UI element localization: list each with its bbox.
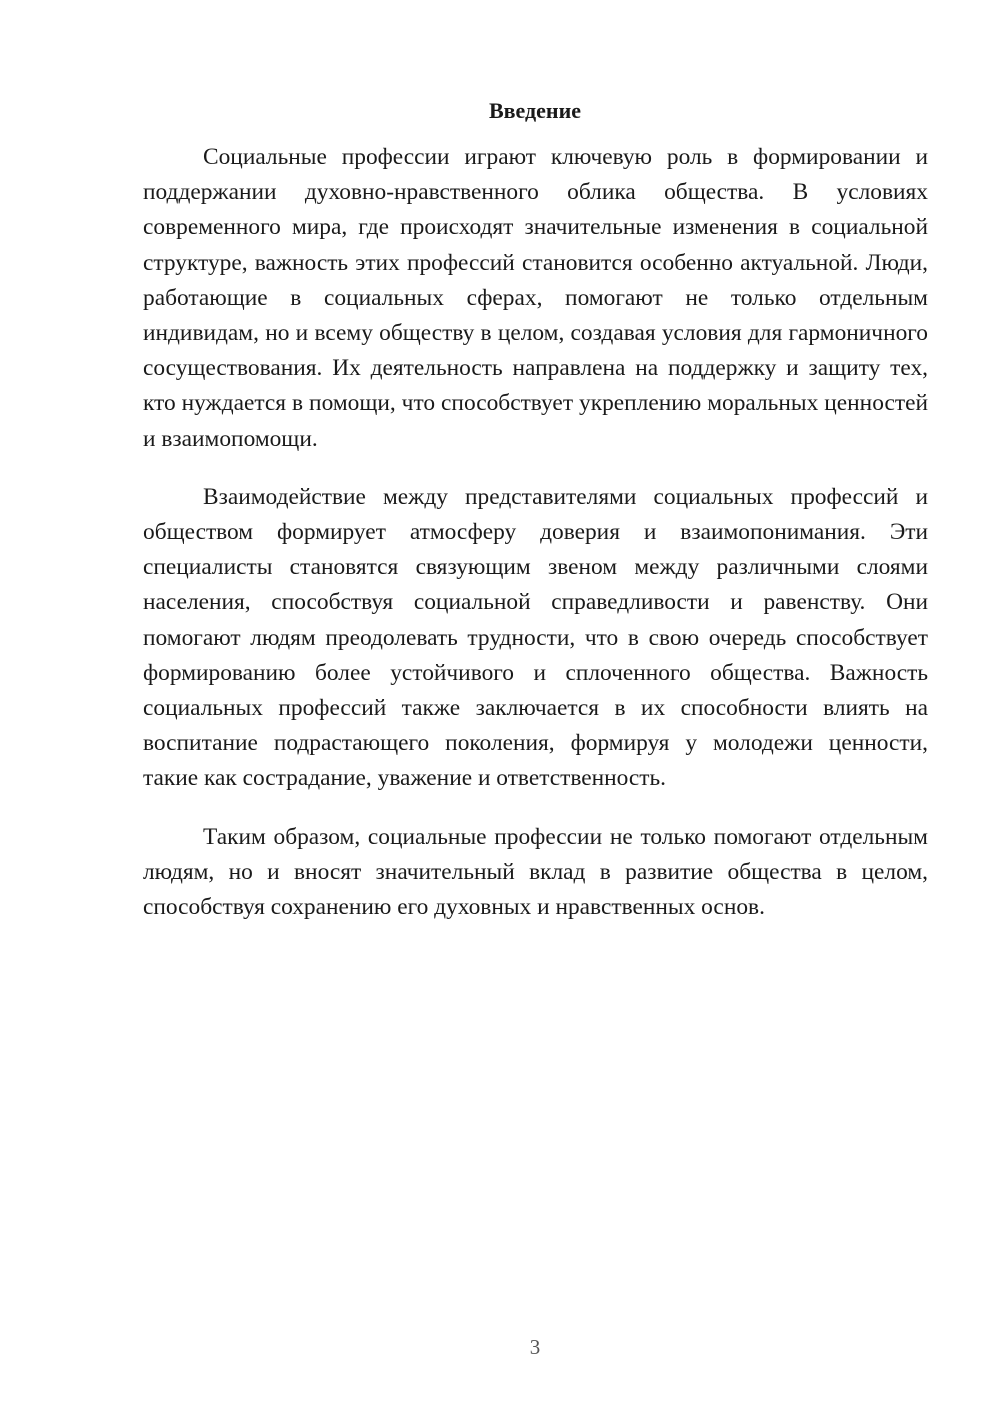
paragraph-3: Таким образом, социальные профессии не только помогают отдельным людям, но и вносят значительный вклад в развитие общества в целом, способствуя сохранению его духовных и нравственных основ. — [143, 823, 928, 921]
paragraph-1: Социальные профессии играют ключевую роль в формировании и поддержании духовно-нравственного облика общества. В условиях современного мира, где происходят значительные изменения в социальной структуре, важность этих профессий становится особенно актуальной. Люди, работающие в социальных сферах, помогают не только отдельным индивидам, но и всему обществу в целом, создавая условия для гармоничного сосуществования. Их деятельность направлена на поддержку и защиту тех, кто нуждается в помощи, что способствует укреплению моральных ценностей и взаимопомощи. — [143, 144, 928, 452]
page-title: Введение — [488, 98, 582, 123]
page-number: 3 — [529, 1335, 541, 1359]
paragraph-2: Взаимодействие между представителями социальных профессий и обществом формирует атмосферу доверия и взаимопонимания. Эти специалисты становятся связующим звеном между различными слоями населения, способствуя социальной справедливости и равенству. Они помогают людям преодолевать трудности, что в свою очередь способствует формированию более устойчивого и сплоченного общества. Важность социальных профессий также заключается в их способности влиять на воспитание подрастающего поколения, формируя у молодежи ценности, такие как сострадание, уважение и ответственность. — [143, 483, 928, 792]
document-body — [143, 140, 928, 948]
